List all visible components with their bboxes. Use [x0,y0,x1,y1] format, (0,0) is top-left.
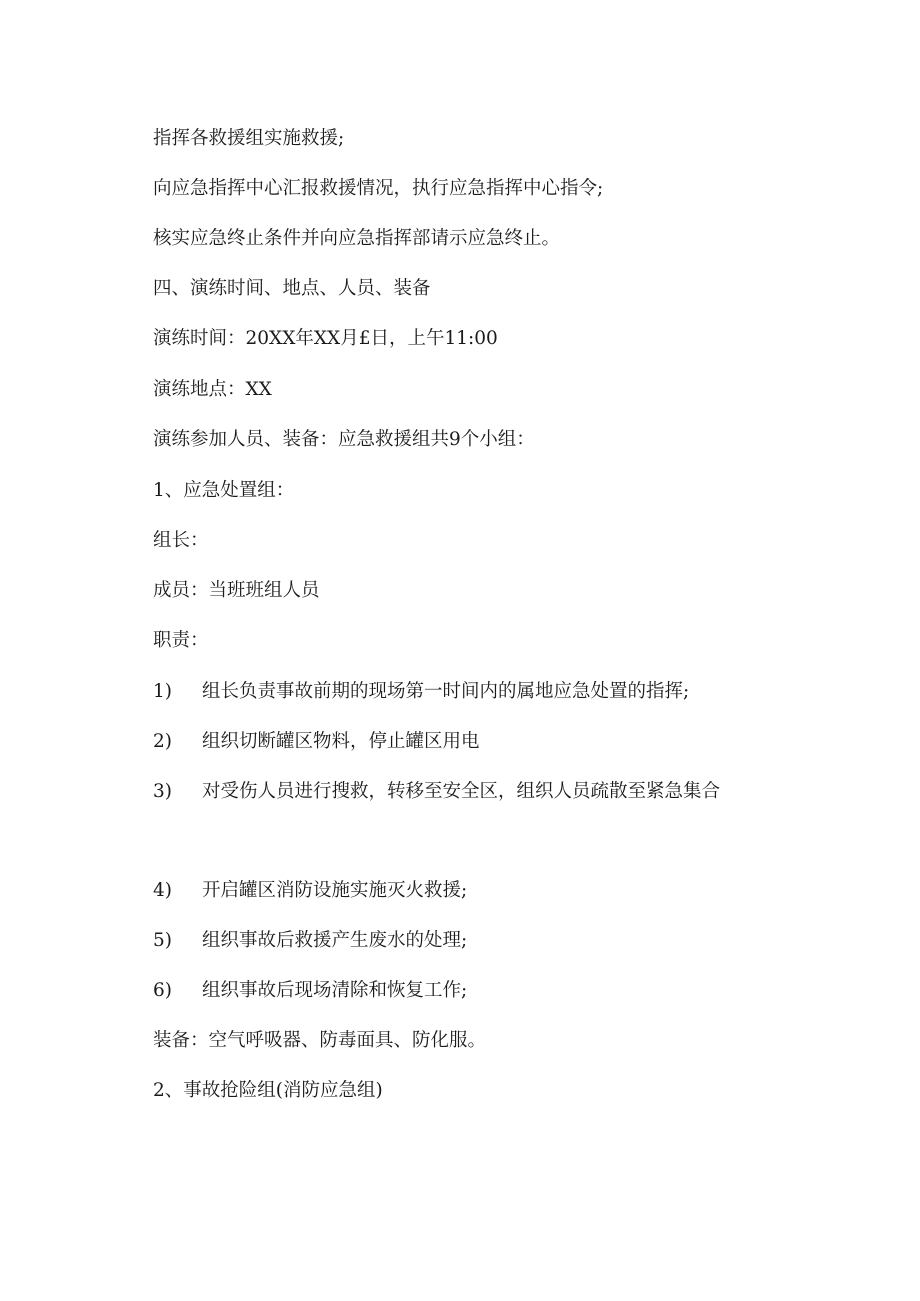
section-heading-4: 四、演练时间、地点、人员、装备 [153,278,431,299]
duty-text: 对受伤人员进行搜救，转移至安全区，组织人员疏散至紧急集合 [202,781,721,802]
duty-text: 开启罐区消防设施实施灭火救援; [202,880,468,901]
duty-number: 4) [153,880,172,901]
group-1-heading: 1、应急处置组： [153,480,295,501]
duty-number: 3) [153,781,172,802]
duty-item [153,979,467,1003]
duty-text: 组织事故后现场清除和恢复工作; [202,980,468,1001]
paragraph-verify-termination: 核实应急终止条件并向应急指挥部请示应急终止。 [153,228,561,249]
equipment-list: 装备：空气呼吸器、防毒面具、防化服。 [153,1030,487,1051]
duty-number: 2) [153,731,172,752]
duty-text: 组长负责事故前期的现场第一时间内的属地应急处置的指挥; [202,681,690,702]
drill-location: 演练地点：XX [153,379,272,400]
duty-item [153,780,720,804]
duty-text: 组织事故后救援产生废水的处理; [202,930,468,951]
group-members: 成员：当班班组人员 [153,580,320,601]
drill-participants: 演练参加人员、装备：应急救援组共9个小组： [153,429,535,450]
paragraph-direct-rescue: 指挥各救援组实施救援; [153,128,345,149]
duty-item [153,879,467,903]
duties-label: 职责： [153,630,209,651]
duty-item [153,730,480,754]
paragraph-report-center: 向应急指挥中心汇报救援情况，执行应急指挥中心指令; [153,178,604,199]
group-leader: 组长： [153,530,209,551]
duty-item [153,929,467,953]
duty-number: 5) [153,930,172,951]
duty-item [153,680,689,704]
duty-text: 组织切断罐区物料，停止罐区用电 [202,731,480,752]
drill-time: 演练时间：20XX年XX月£日，上午11:00 [153,328,498,349]
duty-number: 6) [153,980,172,1001]
duty-number: 1) [153,681,172,702]
group-2-heading: 2、事故抢险组(消防应急组) [153,1080,383,1101]
